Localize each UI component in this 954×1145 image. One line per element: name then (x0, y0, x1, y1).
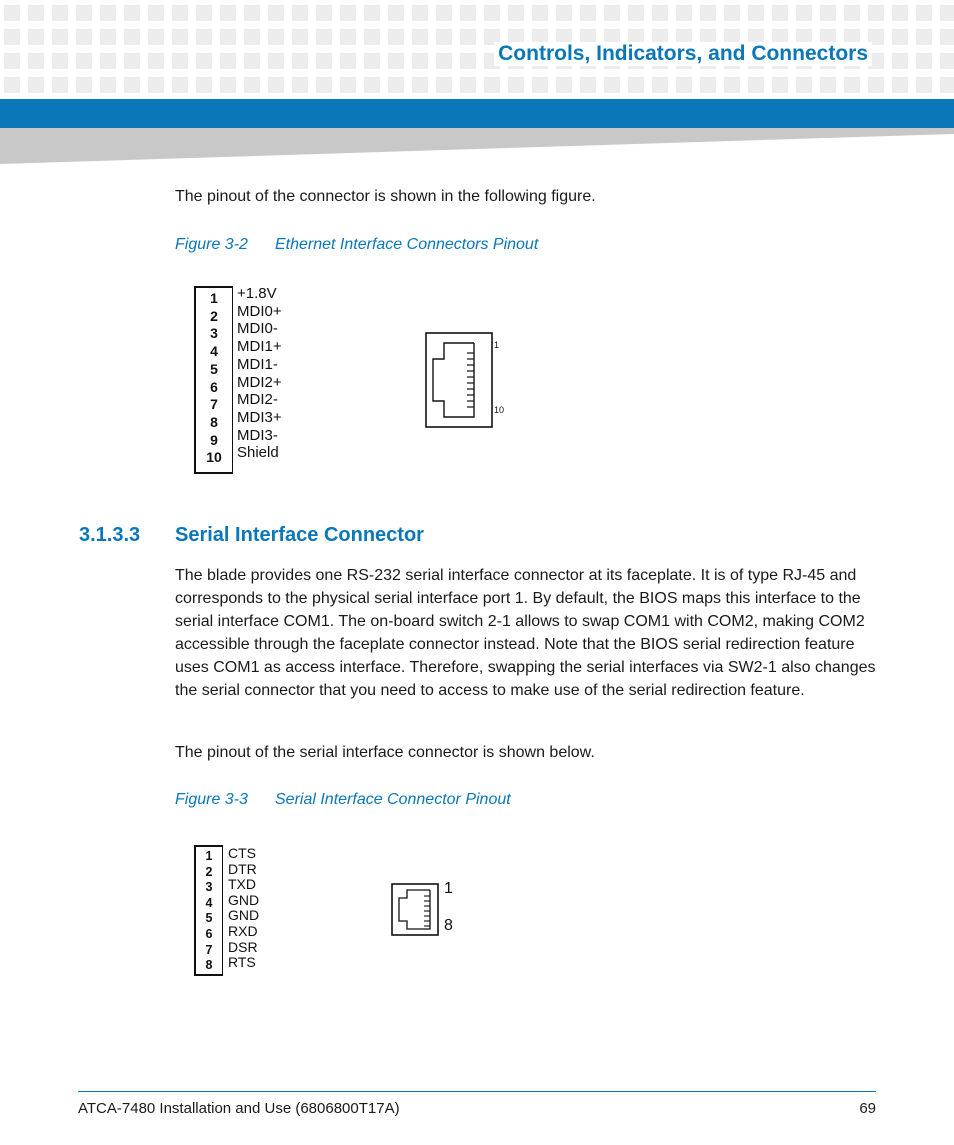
pin-number: 4 (205, 895, 213, 910)
section-number: 3.1.3.3 (79, 524, 141, 546)
pin-signal: Shield (237, 444, 279, 462)
pin-number: 3 (210, 325, 218, 342)
pin-number: 9 (210, 431, 218, 448)
pin-signal: DTR (228, 860, 257, 877)
pin-number: 6 (210, 378, 218, 395)
pin-signal: RTS (228, 954, 256, 971)
header-blue-band (0, 99, 954, 128)
section-body-paragraph: The blade provides one RS-232 serial interface connector at its faceplate. It is of type RJ-45 and corresponds to the physical serial interface port 1. By default, the BIOS maps this interface to the serial interface COM1. The on-board switch 2-1 allows to swap COM1 with COM2, making COM2 accessible through the faceplate connector instead. Note that the BIOS serial redirection feature uses COM1 as access interface. Therefore, swapping the serial interfaces via SW2-1 also changes the serial connector that you need to access to make use of the serial redirection feature. (175, 567, 876, 699)
figure3-caption (175, 791, 511, 809)
serial-pinout-table (194, 845, 223, 976)
pin-signal: MDI0+ (237, 302, 282, 320)
pin-number: 10 (206, 449, 222, 466)
pin-signal: GND (228, 891, 260, 908)
figure3-title: Serial Interface Connector Pinout (275, 791, 511, 808)
ethernet-connector-pin-first: 1 (494, 340, 500, 350)
figure2-title: Ethernet Interface Connectors Pinout (275, 236, 539, 253)
header-grey-wedge (0, 128, 954, 164)
section-title: Serial Interface Connector (175, 524, 424, 546)
figure2-caption (175, 236, 539, 254)
serial-pinout-intro: The pinout of the serial interface connector is shown below. (175, 744, 595, 761)
footer-document-title: ATCA-7480 Installation and Use (6806800T17A) (78, 1100, 400, 1117)
pin-number: 1 (205, 849, 213, 863)
pin-signal: DSR (228, 938, 258, 955)
pin-number: 6 (205, 927, 213, 941)
running-header-title: Controls, Indicators, and Connectors (494, 42, 872, 66)
figure2-number: Figure 3-2 (175, 236, 248, 253)
figure3-number: Figure 3-3 (175, 791, 248, 808)
pin-signal: MDI3+ (237, 408, 282, 426)
pin-signal: GND (228, 907, 260, 924)
pin-signal: MDI0- (237, 320, 278, 338)
pin-signal: TXD (228, 876, 256, 893)
pin-signal: MDI1- (237, 355, 278, 373)
pin-signal: RXD (228, 923, 258, 939)
pin-number: 5 (205, 911, 213, 926)
pin-number: 5 (210, 360, 218, 377)
pin-number: 7 (210, 396, 218, 413)
pin-signal: MDI1+ (237, 338, 282, 356)
pin-number: 8 (210, 413, 218, 430)
pin-number: 8 (205, 958, 213, 973)
intro-paragraph: The pinout of the connector is shown in the following figure. (175, 188, 596, 205)
pin-signal: MDI3- (237, 426, 278, 444)
ethernet-connector-drawing (424, 331, 514, 431)
footer-page-number: 69 (859, 1100, 876, 1117)
pin-signal: CTS (228, 845, 256, 861)
serial-connector-pin-last: 8 (444, 917, 453, 934)
pin-signal: MDI2+ (237, 373, 282, 391)
pin-signal: +1.8V (237, 285, 277, 302)
ethernet-connector-pin-last: 10 (494, 405, 505, 415)
pin-number: 3 (205, 880, 213, 895)
pin-number: 1 (210, 290, 218, 306)
pin-number: 2 (205, 864, 213, 879)
pin-number: 4 (210, 343, 218, 360)
ethernet-pinout-table (194, 286, 233, 474)
serial-connector-pin-first: 1 (444, 880, 453, 897)
pin-signal: MDI2- (237, 391, 278, 409)
footer-rule (78, 1091, 876, 1092)
serial-connector-drawing (390, 882, 446, 938)
pin-number: 2 (210, 307, 218, 324)
pin-number: 7 (205, 942, 213, 957)
